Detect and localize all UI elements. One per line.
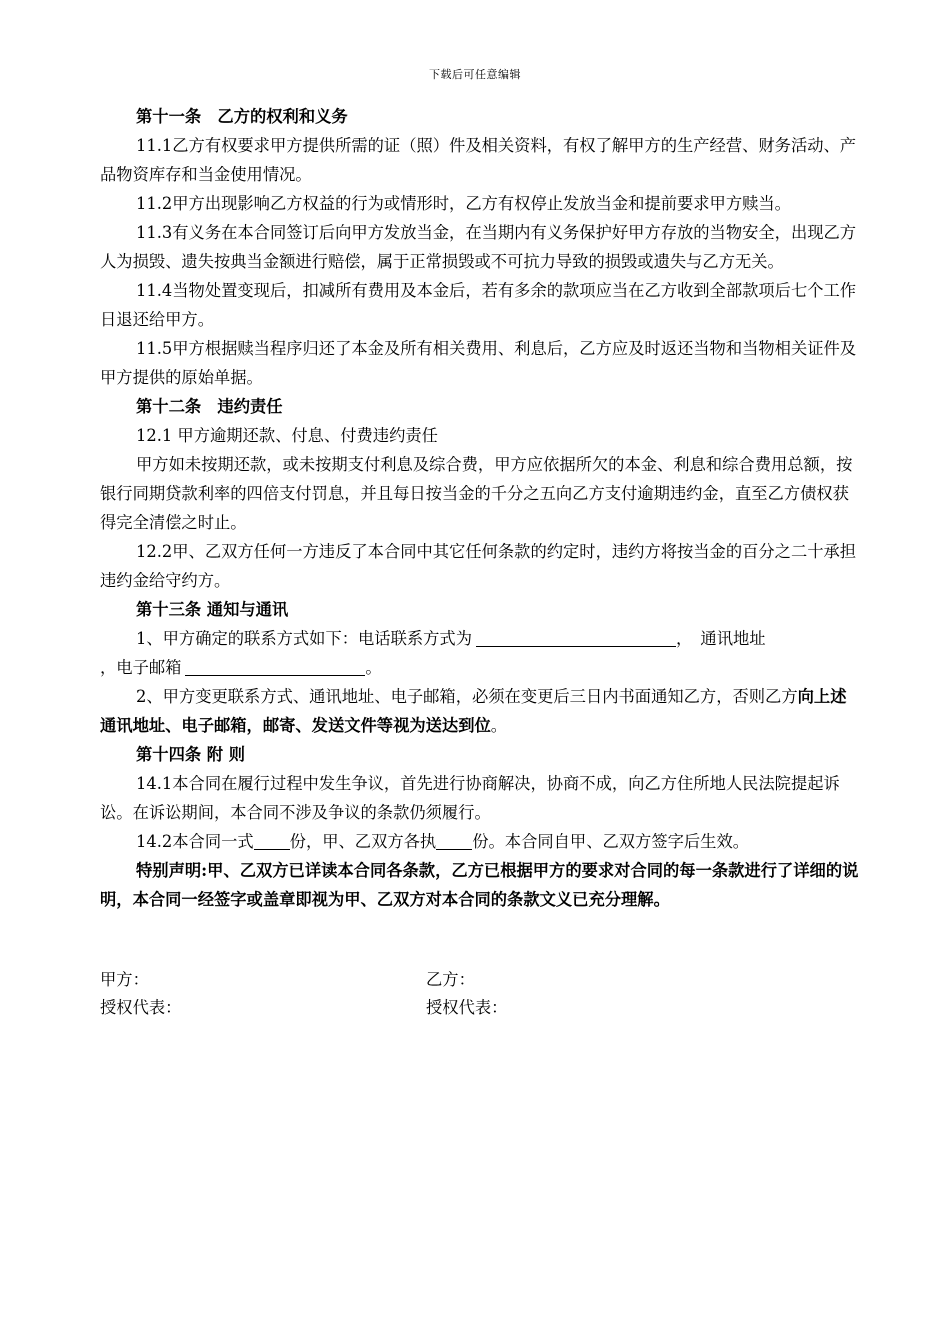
clause-11-1: 11.1乙方有权要求甲方提供所需的证（照）件及相关资料，有权了解甲方的生产经营、财务活动、产品物资库存和当金使用情况。 xyxy=(100,136,857,184)
clause-13-2-end: 。 xyxy=(490,716,508,735)
clause-12-1: 12.1 甲方逾期还款、付息、付费违约责任 xyxy=(136,426,438,445)
contract-body xyxy=(100,102,860,914)
party-a-label: 甲方： xyxy=(100,970,149,989)
copies-blank[interactable] xyxy=(254,831,290,850)
copies-each-blank[interactable] xyxy=(436,831,472,850)
page-header: 下载后可任意编辑 xyxy=(429,68,521,81)
clause-11-5: 11.5甲方根据赎当程序归还了本金及所有相关费用、利息后，乙方应及时返还当物和当物相关证件及甲方提供的原始单据。 xyxy=(100,339,857,387)
section-14-title: 第十四条 附 则 xyxy=(136,745,246,764)
clause-14-2-a: 14.2本合同一式 xyxy=(136,832,254,851)
special-statement: 特别声明:甲、乙双方已详读本合同各条款，乙方已根据甲方的要求对合同的每一条款进行了详细的说明，本合同一经签字或盖章即视为甲、乙双方对本合同的条款文义已充分理解。 xyxy=(100,861,859,909)
clause-13-2-bold: 向上述通讯地址、电子邮箱，邮寄、发送文件等视为送达到位 xyxy=(100,687,847,735)
section-12-title: 第十二条 违约责任 xyxy=(136,397,283,416)
party-b-label: 乙方： xyxy=(426,970,475,989)
clause-13-2-text: 2、甲方变更联系方式、通讯地址、电子邮箱，必须在变更后三日内书面通知乙方，否则乙方 xyxy=(136,687,798,706)
clause-14-2-c: 份。本合同自甲、乙双方签字后生效。 xyxy=(472,832,750,851)
clause-13-1 xyxy=(100,624,860,653)
clause-12-2: 12.2甲、乙双方任何一方违反了本合同中其它任何条款的约定时，违约方将按当金的百分之二十承担违约金给守约方。 xyxy=(100,542,857,590)
phone-blank[interactable] xyxy=(476,628,676,647)
clause-13-1-cont xyxy=(100,653,860,682)
rep-a-label: 授权代表： xyxy=(100,998,182,1017)
clause-12-1-body: 甲方如未按期还款，或未按期支付利息及综合费，甲方应依据所欠的本金、利息和综合费用总额，按银行同期贷款利率的四倍支付罚息，并且每日按当金的千分之五向乙方支付逾期违约金，直至乙方债权获得完全清偿之时止。 xyxy=(100,455,853,532)
clause-11-3: 11.3有义务在本合同签订后向甲方发放当金，在当期内有义务保护好甲方存放的当物安全，出现乙方人为损毁、遗失按典当金额进行赔偿，属于正常损毁或不可抗力导致的损毁或遗失与乙方无关。 xyxy=(100,223,857,271)
clause-13-1-end: 。 xyxy=(365,658,382,677)
section-13-title: 第十三条 通知与通讯 xyxy=(136,600,289,619)
clause-14-1: 14.1本合同在履行过程中发生争议，首先进行协商解决，协商不成，向乙方住所地人民法院提起诉讼。在诉讼期间，本合同不涉及争议的条款仍须履行。 xyxy=(100,774,840,822)
clause-13-1-address: ， 通讯地址 xyxy=(676,629,766,648)
clause-13-1-email-label: ，电子邮箱 xyxy=(100,658,182,677)
section-11-title: 第十一条 乙方的权利和义务 xyxy=(136,107,348,126)
clause-13-2 xyxy=(100,682,860,740)
clause-14-2-b: 份，甲、乙双方各执 xyxy=(289,832,437,851)
rep-b-label: 授权代表： xyxy=(426,998,508,1017)
clause-11-4: 11.4当物处置变现后，扣减所有费用及本金后，若有多余的款项应当在乙方收到全部款项后七个工作日退还给甲方。 xyxy=(100,281,857,329)
clause-11-2: 11.2甲方出现影响乙方权益的行为或情形时，乙方有权停止发放当金和提前要求甲方赎当。 xyxy=(136,194,791,213)
email-blank[interactable] xyxy=(185,657,365,676)
clause-13-1-text: 1、甲方确定的联系方式如下：电话联系方式为 xyxy=(136,629,472,648)
clause-14-2 xyxy=(100,827,860,856)
